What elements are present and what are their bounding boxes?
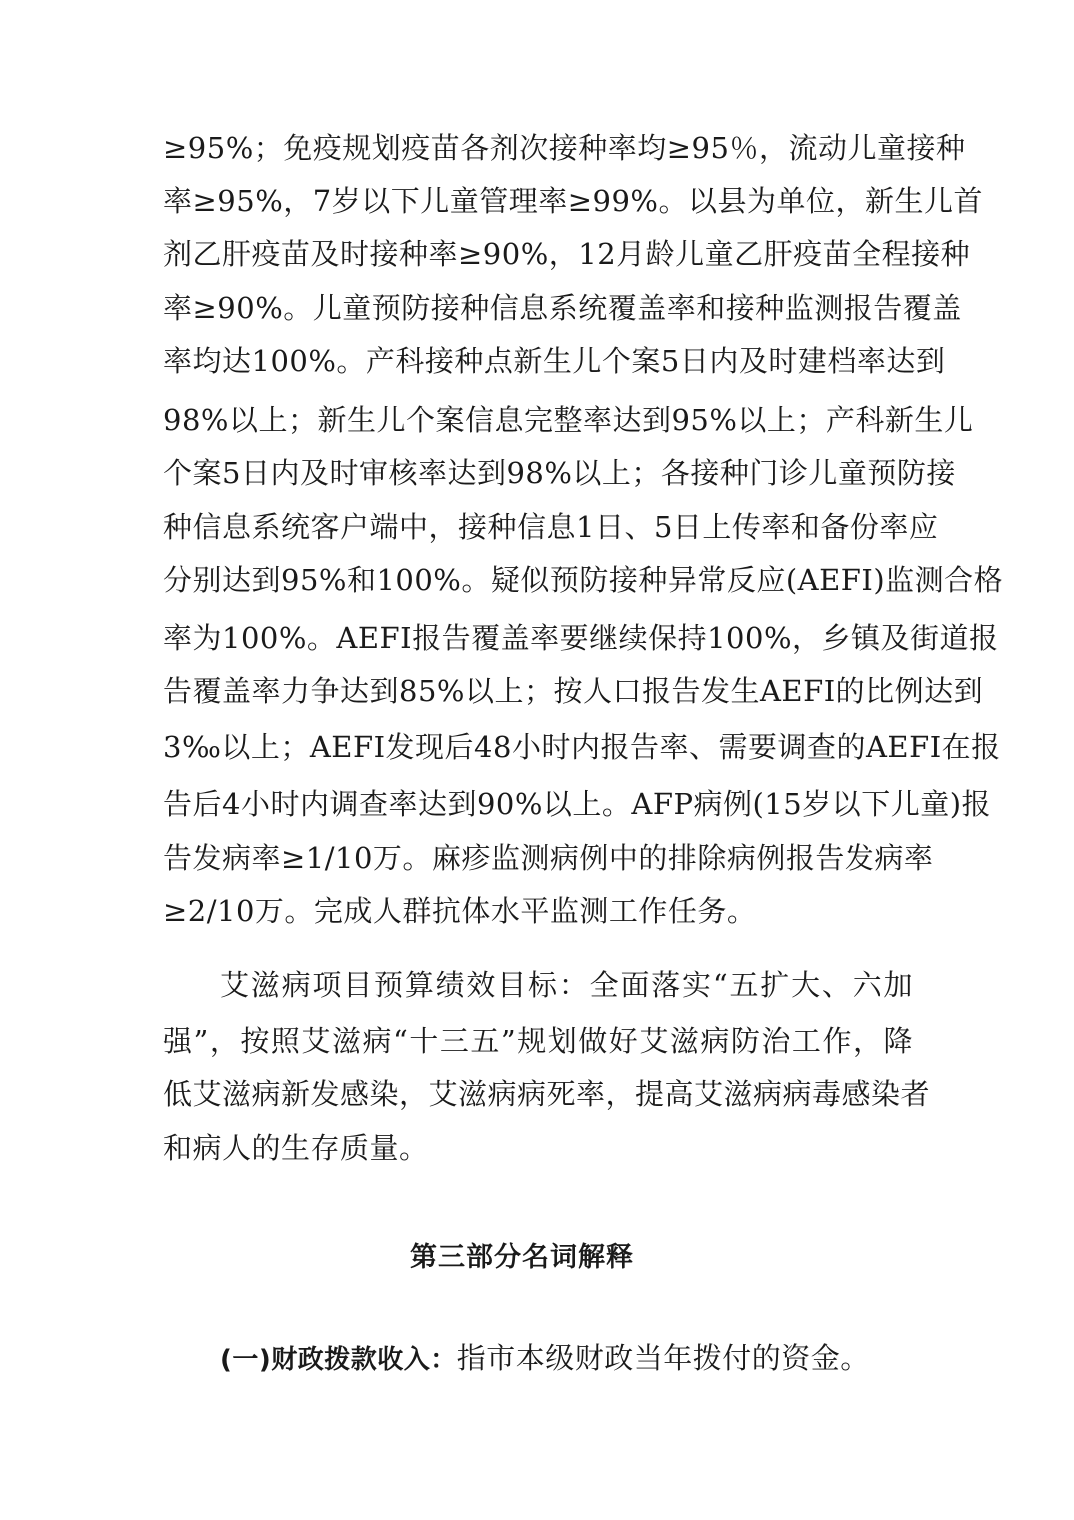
paragraph-line: 分别达到95%和100%。疑似预防接种异常反应(AEFI)监测合格 [163, 563, 1004, 597]
paragraph-line: 3‰以上；AEFI发现后48小时内报告率、需要调查的AEFI在报 [163, 730, 1001, 764]
paragraph-line: 艾滋病项目预算绩效目标：全面落实“五扩大、六加 [220, 968, 913, 1002]
definition-item [220, 1338, 870, 1380]
paragraph-line: 和病人的生存质量。 [163, 1131, 429, 1165]
paragraph-line: 告后4小时内调查率达到90%以上。AFP病例(15岁以下儿童)报 [163, 787, 992, 821]
paragraph-line: 率≥90%。儿童预防接种信息系统覆盖率和接种监测报告覆盖 [163, 291, 962, 325]
paragraph-line: 98%以上；新生儿个案信息完整率达到95%以上；产科新生儿 [163, 403, 974, 437]
paragraph-line: 低艾滋病新发感染，艾滋病病死率，提高艾滋病病毒感染者 [163, 1077, 931, 1111]
paragraph-line: 率均达100%。产科接种点新生儿个案5日内及时建档率达到 [163, 344, 946, 378]
definition-term: (一)财政拨款收入： [220, 1345, 457, 1375]
paragraph-line: 率为100%。AEFI报告覆盖率要继续保持100%，乡镇及街道报 [163, 621, 999, 655]
paragraph-line: ≥2/10万。完成人群抗体水平监测工作任务。 [163, 894, 757, 928]
definition-text: 指市本级财政当年拨付的资金。 [456, 1341, 870, 1375]
paragraph-line: 种信息系统客户端中，接种信息1日、5日上传率和备份率应 [163, 510, 939, 544]
paragraph-line: 强”，按照艾滋病“十三五”规划做好艾滋病防治工作，降 [163, 1024, 913, 1058]
paragraph-line: 剂乙肝疫苗及时接种率≥90%，12月龄儿童乙肝疫苗全程接种 [163, 237, 971, 271]
paragraph-line: 告发病率≥1/10万。麻疹监测病例中的排除病例报告发病率 [163, 841, 934, 875]
paragraph-line: 率≥95%，7岁以下儿童管理率≥99%。以县为单位，新生儿首 [163, 184, 983, 218]
section-heading: 第三部分名词解释 [410, 1242, 634, 1273]
paragraph-line: 告覆盖率力争达到85%以上；按人口报告发生AEFI的比例达到 [163, 674, 984, 708]
paragraph-line: 个案5日内及时审核率达到98%以上；各接种门诊儿童预防接 [163, 456, 956, 490]
paragraph-line: ≥95%；免疫规划疫苗各剂次接种率均≥95％，流动儿童接种 [163, 131, 966, 165]
